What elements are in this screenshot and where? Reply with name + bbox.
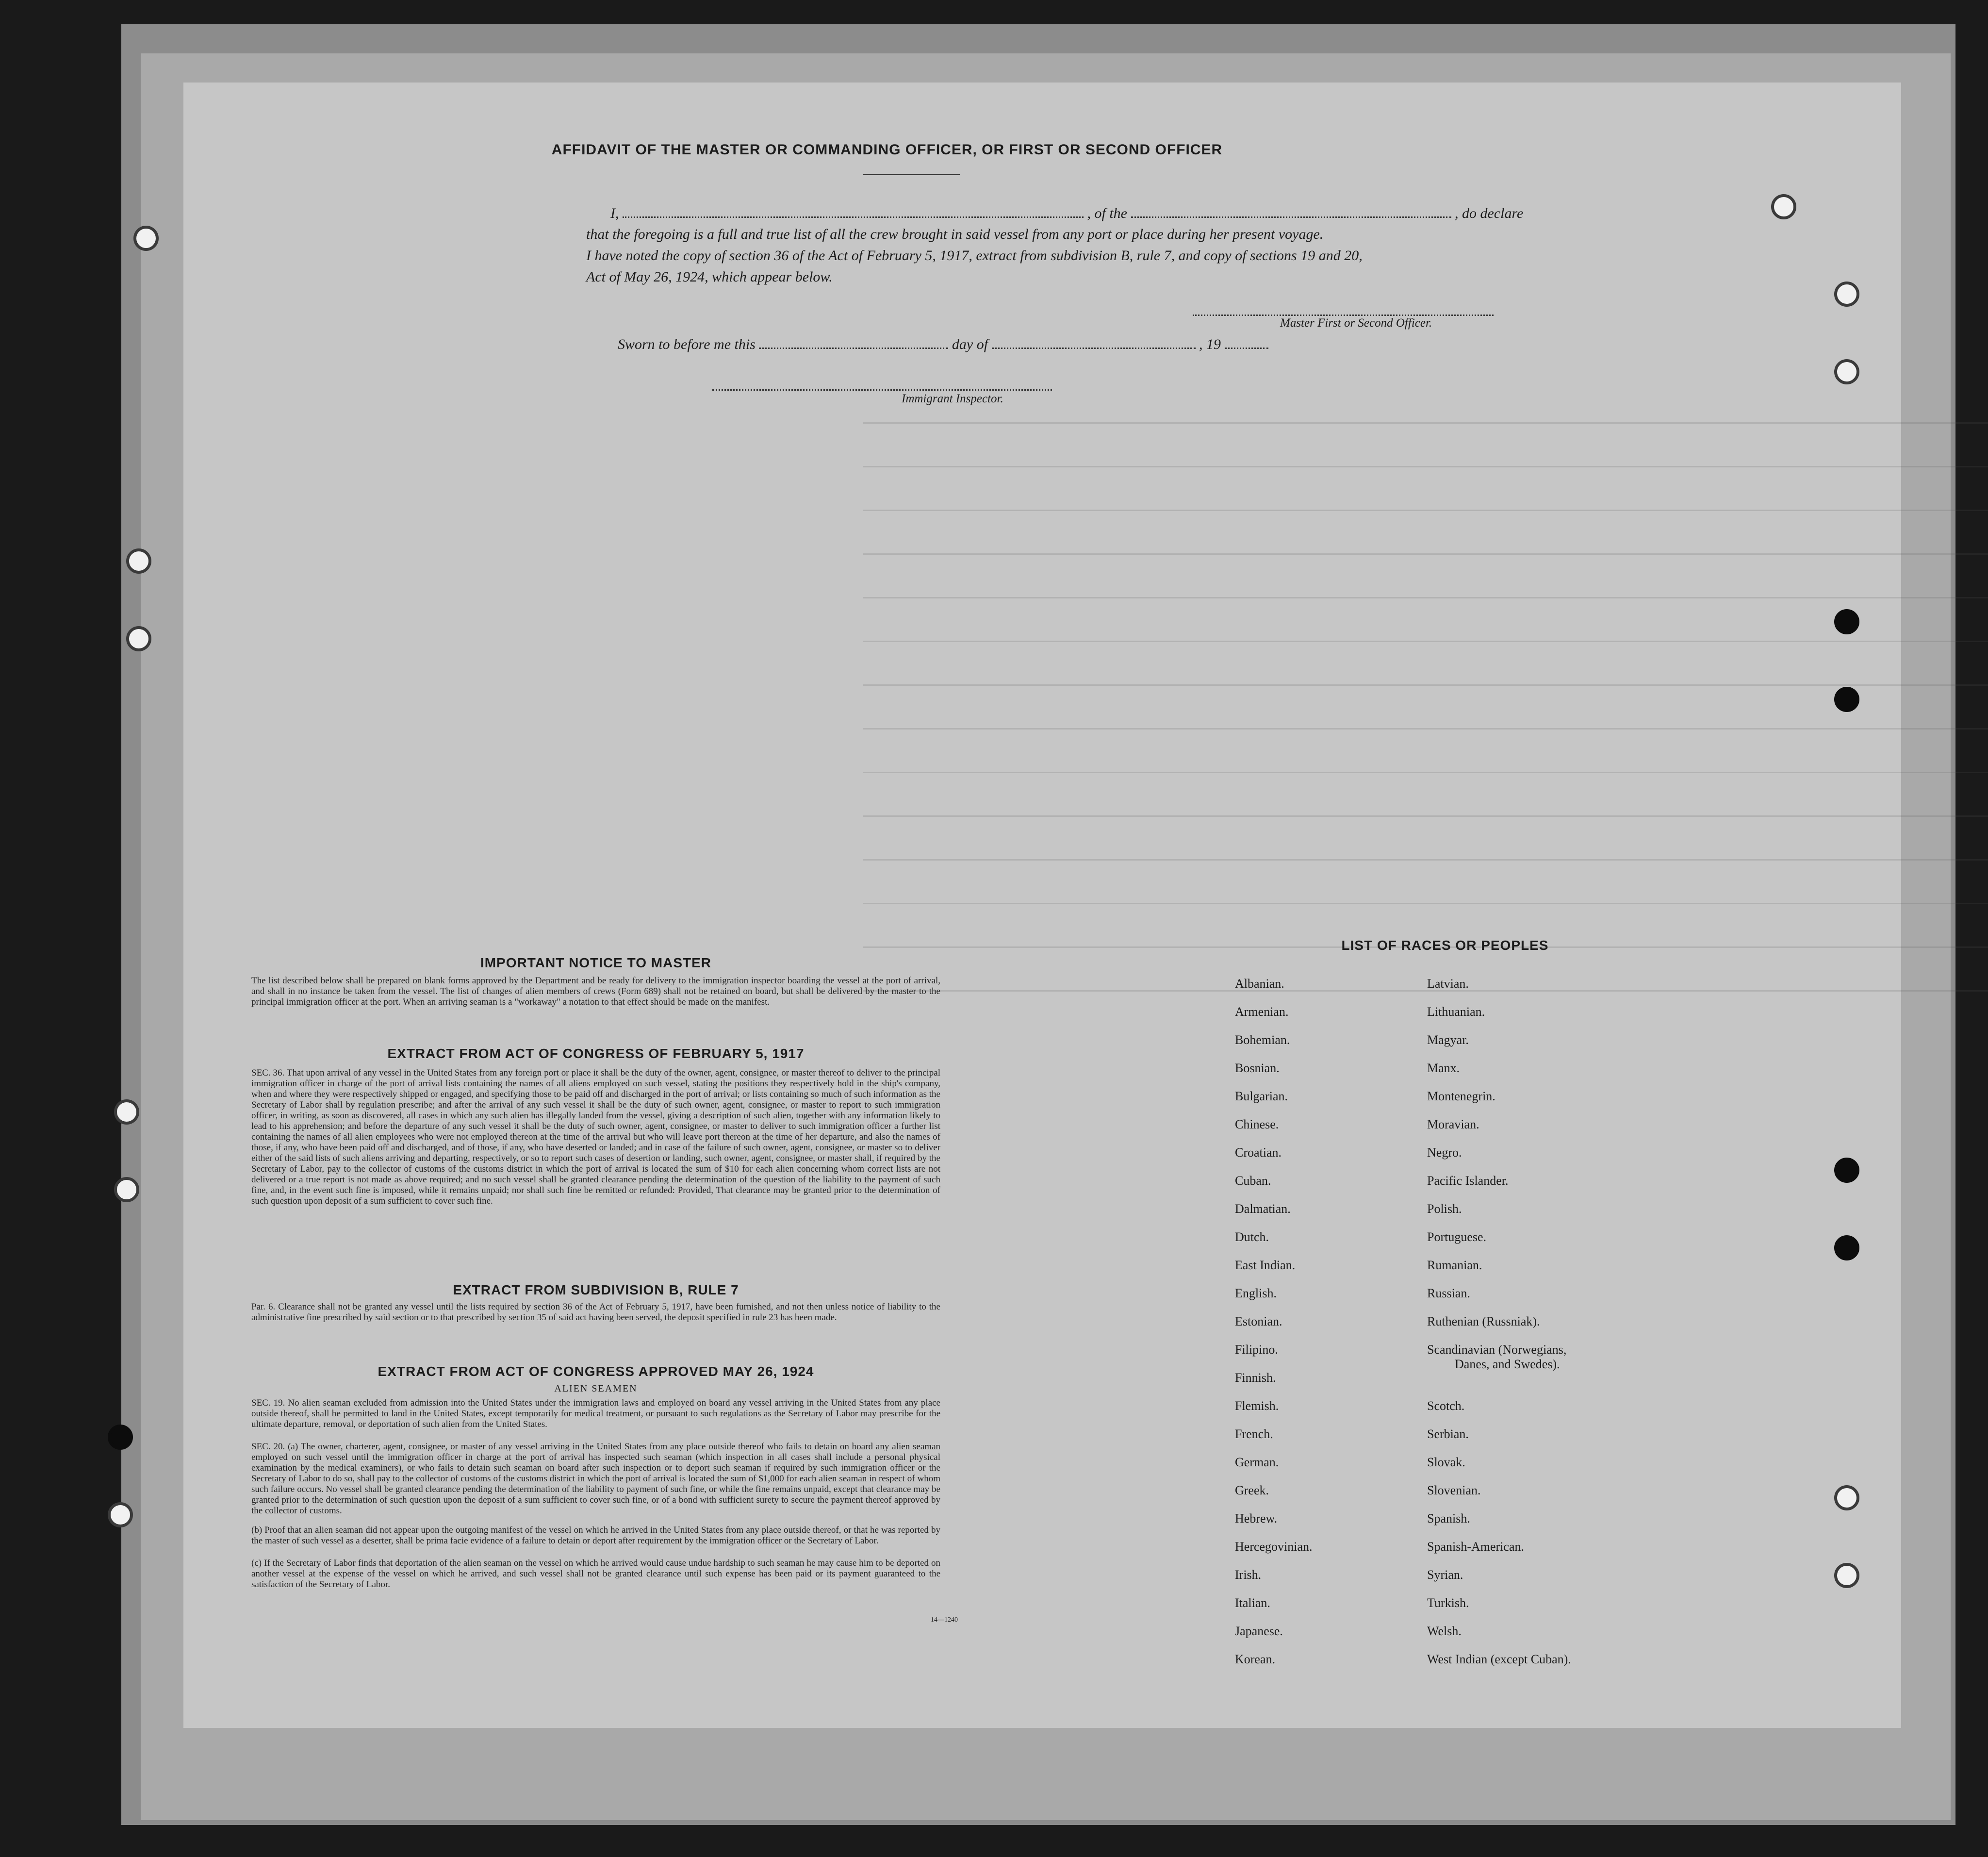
vessel-blank[interactable] bbox=[1131, 204, 1451, 218]
sworn-line bbox=[618, 335, 1268, 353]
race-right: Magyar. bbox=[1427, 1033, 1469, 1047]
race-right: Portuguese. bbox=[1427, 1230, 1487, 1244]
race-left: Albanian. bbox=[1235, 977, 1284, 991]
extract-1917-body: SEC. 36. That upon arrival of any vessel in the United States from any foreign port or place it shall be the duty of the owner, agent, consignee, or master thereof to deliver to the principal immigration officer in charge of the port of arrival lists containing the names of all aliens employed on such vessel, stating the positions they respectively hold in the ship's company, when and where they were respectively shipped or engaged, and specifying those to be paid off and discharged in the port of arrival; or lists containing so much of such information as the Secretary of Labor shall by regulation prescribe; and after the arrival of any such vessel it shall be the duty of such owner, agent, consignee, or master to report to such immigration officer, in writing, as soon as discovered, all cases in which any such alien has illegally landed from the vessel, giving a description of such alien, together with any information likely to lead to his apprehension; and before the departure of any such vessel it shall be the duty of such owner, agent, consignee, or master to deliver to such immigration officer a further list containing the names of all alien employees who were not employed thereon at the time of the arrival but who will leave port thereon at the time of her departure, and also the names of those, if any, who have been paid off and discharged, and of those, if any, who have deserted or landed; and in case of the failure of such owner, agent, consignee, or master so to deliver either of the said lists of such aliens arriving and departing, respectively, or so to report such cases of desertion or landing, such owner, agent, consignee, or master shall, if required by the Secretary of Labor, pay to the collector of customs of the customs district in which the port of arrival is located the sum of $10 for each alien concerning whom correct lists are not delivered or a true report is not made as above required; and no such vessel shall be granted clearance pending the determination of the question of the liability to the payment of such fine, and, in the event such fine is imposed, while it remains unpaid; nor shall such fine be remitted or refunded: Provided, That clearance may be granted prior to the determination of such question upon deposit of a sum sufficient to cover such fine. bbox=[251, 1068, 940, 1206]
race-left: East Indian. bbox=[1235, 1258, 1296, 1272]
race-right: Slovak. bbox=[1427, 1455, 1465, 1469]
affidavit-line3: I have noted the copy of section 36 of the Act of February 5, 1917, extract from subdivision B, rule 7, and copy of sections 19 and 20, bbox=[586, 248, 1363, 264]
race-left: Cuban. bbox=[1235, 1174, 1271, 1188]
race-left: Croatian. bbox=[1235, 1145, 1282, 1160]
race-left: English. bbox=[1235, 1286, 1277, 1300]
punch-hole-icon bbox=[1834, 1563, 1859, 1588]
punch-hole-icon bbox=[1771, 194, 1796, 219]
race-left: Japanese. bbox=[1235, 1624, 1283, 1638]
sworn-year-blank[interactable] bbox=[1225, 335, 1268, 349]
race-right: Negro. bbox=[1427, 1145, 1462, 1160]
affidavit-title: AFFIDAVIT OF THE MASTER OR COMMANDING OFFICER, OR FIRST OR SECOND OFFICER bbox=[551, 142, 1223, 158]
affidavit-i: I, bbox=[610, 205, 619, 221]
race-right: Welsh. bbox=[1427, 1624, 1462, 1638]
race-right: Rumanian. bbox=[1427, 1258, 1482, 1272]
punch-hole-icon bbox=[1834, 359, 1859, 384]
affidavit-line1 bbox=[610, 204, 1629, 222]
race-right: West Indian (except Cuban). bbox=[1427, 1652, 1571, 1666]
race-right: Polish. bbox=[1427, 1202, 1462, 1216]
inspector-label: Immigrant Inspector. bbox=[902, 392, 1003, 405]
race-right: Spanish. bbox=[1427, 1511, 1470, 1525]
extract-1924-title: EXTRACT FROM ACT OF CONGRESS APPROVED MAY 26, 1924 bbox=[378, 1364, 814, 1379]
race-right: Russian. bbox=[1427, 1286, 1470, 1300]
punch-hole-icon bbox=[108, 1502, 133, 1527]
rule7-title: EXTRACT FROM SUBDIVISION B, RULE 7 bbox=[453, 1282, 739, 1297]
race-right: Montenegrin. bbox=[1427, 1089, 1495, 1103]
race-left: Korean. bbox=[1235, 1652, 1276, 1666]
race-left: Filipino. bbox=[1235, 1343, 1278, 1357]
race-left: Bohemian. bbox=[1235, 1033, 1290, 1047]
year-label: , 19 bbox=[1199, 336, 1221, 352]
manifest-page bbox=[183, 83, 1901, 1728]
punch-hole-icon bbox=[108, 1425, 133, 1450]
rule7-body: Par. 6. Clearance shall not be granted any vessel until the lists required by section 36 of the Act of February 5, 1917, have been furnished, and not then unless notice of liability to the administrative fine prescribed by said section or to that prescribed by section 35 of said act having been served, the deposit specified in rule 23 has been made. bbox=[251, 1302, 940, 1323]
punch-hole-icon bbox=[126, 626, 151, 651]
race-left: Italian. bbox=[1235, 1596, 1270, 1610]
race-left: Bosnian. bbox=[1235, 1061, 1280, 1075]
sworn-day-blank[interactable] bbox=[759, 335, 948, 349]
extract-1924-sec20b: (b) Proof that an alien seaman did not appear upon the outgoing manifest of the vessel on which he arrived in the United States from any place outside thereof, or that he was reported by the master of such vessel as a deserter, shall be prima facie evidence of a failure to detain or deport after requirement by the immigration officer or the Secretary of Labor. bbox=[251, 1525, 940, 1546]
punch-hole-icon bbox=[133, 226, 159, 251]
race-right: Lithuanian. bbox=[1427, 1005, 1485, 1019]
affidavit-declare: , do declare bbox=[1455, 205, 1524, 221]
sworn-label: Sworn to before me this bbox=[618, 336, 756, 352]
punch-hole-icon bbox=[114, 1099, 139, 1125]
race-left: Hebrew. bbox=[1235, 1511, 1278, 1525]
master-signature-line[interactable] bbox=[1193, 315, 1494, 316]
inspector-signature-line[interactable] bbox=[712, 389, 1052, 391]
notice-title: IMPORTANT NOTICE TO MASTER bbox=[480, 955, 712, 970]
race-left: Finnish. bbox=[1235, 1371, 1276, 1385]
race-right: Scandinavian (Norwegians, bbox=[1427, 1343, 1567, 1357]
extract-1924-sec20a: SEC. 20. (a) The owner, charterer, agent, consignee, or master of any vessel arriving in the United States from any place outside thereof who fails to detain on board any alien seaman employed on such vessel until the immigration officer in charge at the port of arrival has inspected such seaman (which inspection in all cases shall include a personal physical examination by the medical examiners), or who fails to detain such seaman on board after such inspection or to deport such seaman if required by such immigration officer or the Secretary of Labor to do so, shall pay to the collector of customs of the customs district in which the port of arrival is located the sum of $1,000 for each alien seaman in respect of whom such failure occurs. No vessel shall be granted clearance pending the determination of the liability to payment of such fine, or while the fine remains unpaid, except that clearance may be granted prior to the determination of such question upon the deposit of a sum sufficient to cover such fine, or of a bond with sufficient surety to secure the payment thereof approved by the collector of customs. bbox=[251, 1442, 940, 1516]
extract-1917-title: EXTRACT FROM ACT OF CONGRESS OF FEBRUARY 5, 1917 bbox=[387, 1046, 805, 1061]
extract-1924-sec19: SEC. 19. No alien seaman excluded from admission into the United States under the immigration laws and employed on board any vessel arriving in the United States from any place outside thereof, shall be permitted to land in the United States, except temporarily for medical treatment, or pursuant to such regulations as the Secretary of Labor may prescribe for the ultimate departure, removal, or deportation of such alien from the United States. bbox=[251, 1398, 940, 1429]
race-right: Danes, and Swedes). bbox=[1455, 1357, 1560, 1371]
race-right: Scotch. bbox=[1427, 1399, 1465, 1413]
sworn-month-blank[interactable] bbox=[992, 335, 1196, 349]
form-number: 14—1240 bbox=[931, 1616, 958, 1624]
races-title: LIST OF RACES OR PEOPLES bbox=[1341, 938, 1549, 953]
race-left: French. bbox=[1235, 1427, 1273, 1441]
race-left: Dalmatian. bbox=[1235, 1202, 1291, 1216]
punch-hole-icon bbox=[1834, 1158, 1859, 1183]
punch-hole-icon bbox=[1834, 1235, 1859, 1260]
affidavit-line2: that the foregoing is a full and true list of all the crew brought in said vessel from any port or place during her present voyage. bbox=[586, 226, 1324, 242]
race-left: German. bbox=[1235, 1455, 1279, 1469]
punch-hole-icon bbox=[114, 1177, 139, 1202]
punch-hole-icon bbox=[1834, 609, 1859, 634]
day-of-label: day of bbox=[952, 336, 988, 352]
punch-hole-icon bbox=[126, 548, 151, 574]
punch-hole-icon bbox=[1834, 1485, 1859, 1510]
name-blank[interactable] bbox=[623, 204, 1084, 218]
race-left: Chinese. bbox=[1235, 1117, 1279, 1131]
race-left: Armenian. bbox=[1235, 1005, 1289, 1019]
race-right: Manx. bbox=[1427, 1061, 1460, 1075]
race-left: Dutch. bbox=[1235, 1230, 1269, 1244]
race-left: Irish. bbox=[1235, 1568, 1262, 1582]
punch-hole-icon bbox=[1834, 282, 1859, 307]
master-signature-label: Master First or Second Officer. bbox=[1280, 316, 1432, 330]
race-right: Spanish-American. bbox=[1427, 1540, 1525, 1554]
race-right: Latvian. bbox=[1427, 977, 1469, 991]
race-right: Turkish. bbox=[1427, 1596, 1469, 1610]
race-left: Bulgarian. bbox=[1235, 1089, 1288, 1103]
extract-1924-subtitle: ALIEN SEAMEN bbox=[554, 1383, 638, 1394]
race-right: Serbian. bbox=[1427, 1427, 1469, 1441]
race-left: Greek. bbox=[1235, 1483, 1269, 1497]
race-left: Flemish. bbox=[1235, 1399, 1279, 1413]
race-right: Pacific Islander. bbox=[1427, 1174, 1509, 1188]
race-right: Slovenian. bbox=[1427, 1483, 1481, 1497]
race-right: Syrian. bbox=[1427, 1568, 1463, 1582]
race-left: Estonian. bbox=[1235, 1314, 1282, 1328]
race-right: Ruthenian (Russniak). bbox=[1427, 1314, 1540, 1328]
punch-hole-icon bbox=[1834, 687, 1859, 712]
affidavit-of-the: , of the bbox=[1087, 205, 1127, 221]
race-right: Moravian. bbox=[1427, 1117, 1479, 1131]
race-left: Hercegovinian. bbox=[1235, 1540, 1313, 1554]
affidavit-line4: Act of May 26, 1924, which appear below. bbox=[586, 269, 833, 285]
affidavit-title-rule bbox=[863, 174, 960, 175]
extract-1924-sec20c: (c) If the Secretary of Labor finds that deportation of the alien seaman on the vessel on which he arrived would cause undue hardship to such seaman he may cause him to be deported on another vessel at the expense of the vessel on which he arrived, and such vessel shall not be granted clearance until such expense has been paid or its payment guaranteed to the satisfaction of the Secretary of Labor. bbox=[251, 1558, 940, 1590]
notice-body: The list described below shall be prepared on blank forms approved by the Department and be ready for delivery to the immigration inspector boarding the vessel at the port of arrival, and shall in no instance be taken from the vessel. The list of changes of alien members of crews (Form 689) shall not be retained on board, but shall be delivered by the master to the principal immigration officer at the port. When an arriving seaman is a "workaway" a notation to that effect should be made on the manifest. bbox=[251, 976, 940, 1007]
